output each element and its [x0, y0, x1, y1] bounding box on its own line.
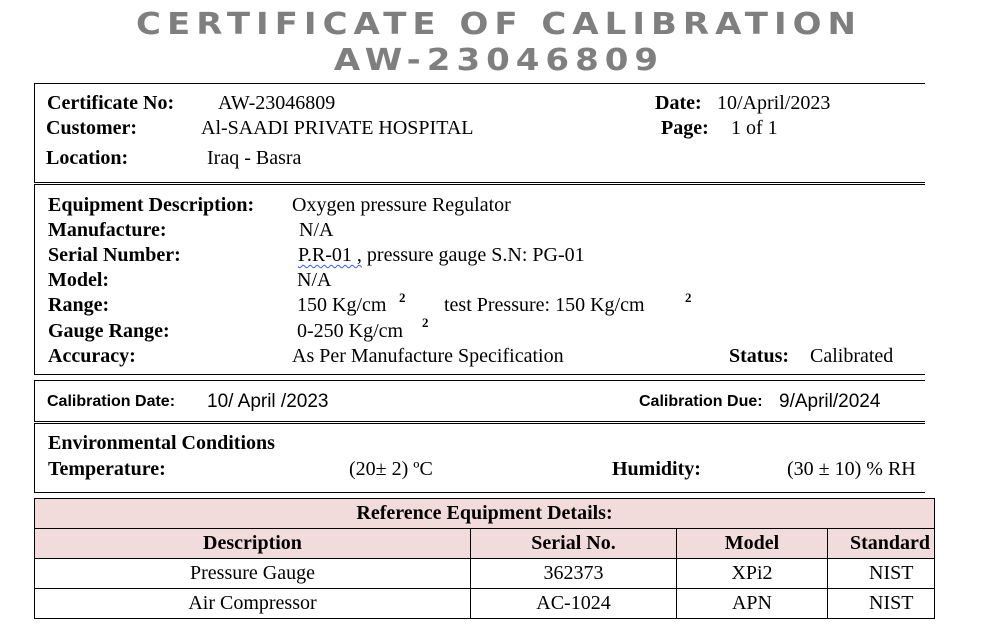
range-superscript: 2	[399, 290, 406, 305]
status-label: Status:	[729, 345, 790, 367]
column-header-serial: Serial No.	[471, 529, 677, 559]
temperature-label: Temperature:	[48, 458, 166, 480]
cert-no-label: Certificate No:	[47, 92, 175, 114]
accuracy-label: Accuracy:	[48, 345, 136, 367]
gauge-range-label: Gauge Range:	[48, 320, 170, 342]
reference-column-headers	[35, 529, 935, 559]
customer-label: Customer:	[46, 117, 138, 139]
date-value: 10/April/2023	[717, 92, 831, 114]
gauge-range-value: 0-250 Kg/cm	[297, 320, 404, 342]
calibration-date-label: Calibration Date:	[47, 393, 176, 410]
environment-heading: Environmental Conditions	[48, 432, 275, 454]
table-row	[35, 589, 935, 619]
certificate-title: CERTIFICATE OF CALIBRATION	[136, 6, 862, 42]
customer-value: Al-SAADI PRIVATE HOSPITAL	[201, 117, 474, 139]
gauge-range-superscript: 2	[422, 315, 429, 330]
calibration-dates-box	[34, 380, 925, 422]
page-label: Page:	[661, 117, 709, 139]
cell-model: APN	[677, 589, 828, 619]
cell-serial: AC-1024	[471, 589, 677, 619]
equipment-box	[34, 184, 925, 375]
column-header-standard: Standard	[828, 529, 935, 559]
environment-box	[34, 423, 925, 493]
accuracy-value: As Per Manufacture Specification	[292, 345, 564, 367]
reference-equipment-table	[34, 498, 935, 619]
equipment-description-label: Equipment Description:	[48, 194, 255, 216]
model-label: Model:	[48, 269, 110, 291]
cell-serial: 362373	[471, 559, 677, 589]
table-row	[35, 559, 935, 589]
manufacture-label: Manufacture:	[48, 219, 167, 241]
cell-model: XPi2	[677, 559, 828, 589]
range-label: Range:	[48, 294, 110, 316]
reference-heading: Reference Equipment Details:	[35, 499, 935, 529]
date-label: Date:	[655, 92, 702, 114]
calibration-date-value: 10/ April /2023	[207, 391, 329, 412]
cell-description: Air Compressor	[35, 589, 471, 619]
serial-number-part2: pressure gauge S.N: PG-01	[361, 244, 585, 266]
humidity-label: Humidity:	[612, 458, 701, 480]
serial-number-part1: P.R-01 ,	[298, 244, 362, 266]
column-header-description: Description	[35, 529, 471, 559]
equipment-description-value: Oxygen pressure Regulator	[292, 194, 511, 216]
reference-heading-row	[35, 499, 935, 529]
certificate-number-title: AW-23046809	[333, 42, 665, 78]
manufacture-value: N/A	[299, 219, 334, 241]
certificate-info-box	[34, 83, 925, 183]
cert-no-value: AW-23046809	[218, 92, 336, 114]
status-value: Calibrated	[810, 345, 894, 367]
model-value: N/A	[297, 269, 332, 291]
cell-standard: NIST	[828, 559, 935, 589]
cell-description: Pressure Gauge	[35, 559, 471, 589]
serial-number-value	[298, 244, 585, 267]
page-value: 1 of 1	[731, 117, 778, 139]
temperature-value: (20± 2) ºC	[349, 458, 433, 480]
range-value: 150 Kg/cm	[297, 294, 387, 316]
test-pressure-superscript: 2	[685, 290, 692, 305]
calibration-due-value: 9/April/2024	[779, 391, 881, 412]
test-pressure-value: test Pressure: 150 Kg/cm	[444, 294, 645, 316]
location-value: Iraq - Basra	[207, 147, 302, 169]
humidity-value: (30 ± 10) % RH	[787, 458, 916, 480]
serial-number-label: Serial Number:	[48, 244, 181, 266]
cell-standard: NIST	[828, 589, 935, 619]
location-label: Location:	[46, 147, 129, 169]
calibration-due-label: Calibration Due:	[639, 393, 763, 410]
column-header-model: Model	[677, 529, 828, 559]
